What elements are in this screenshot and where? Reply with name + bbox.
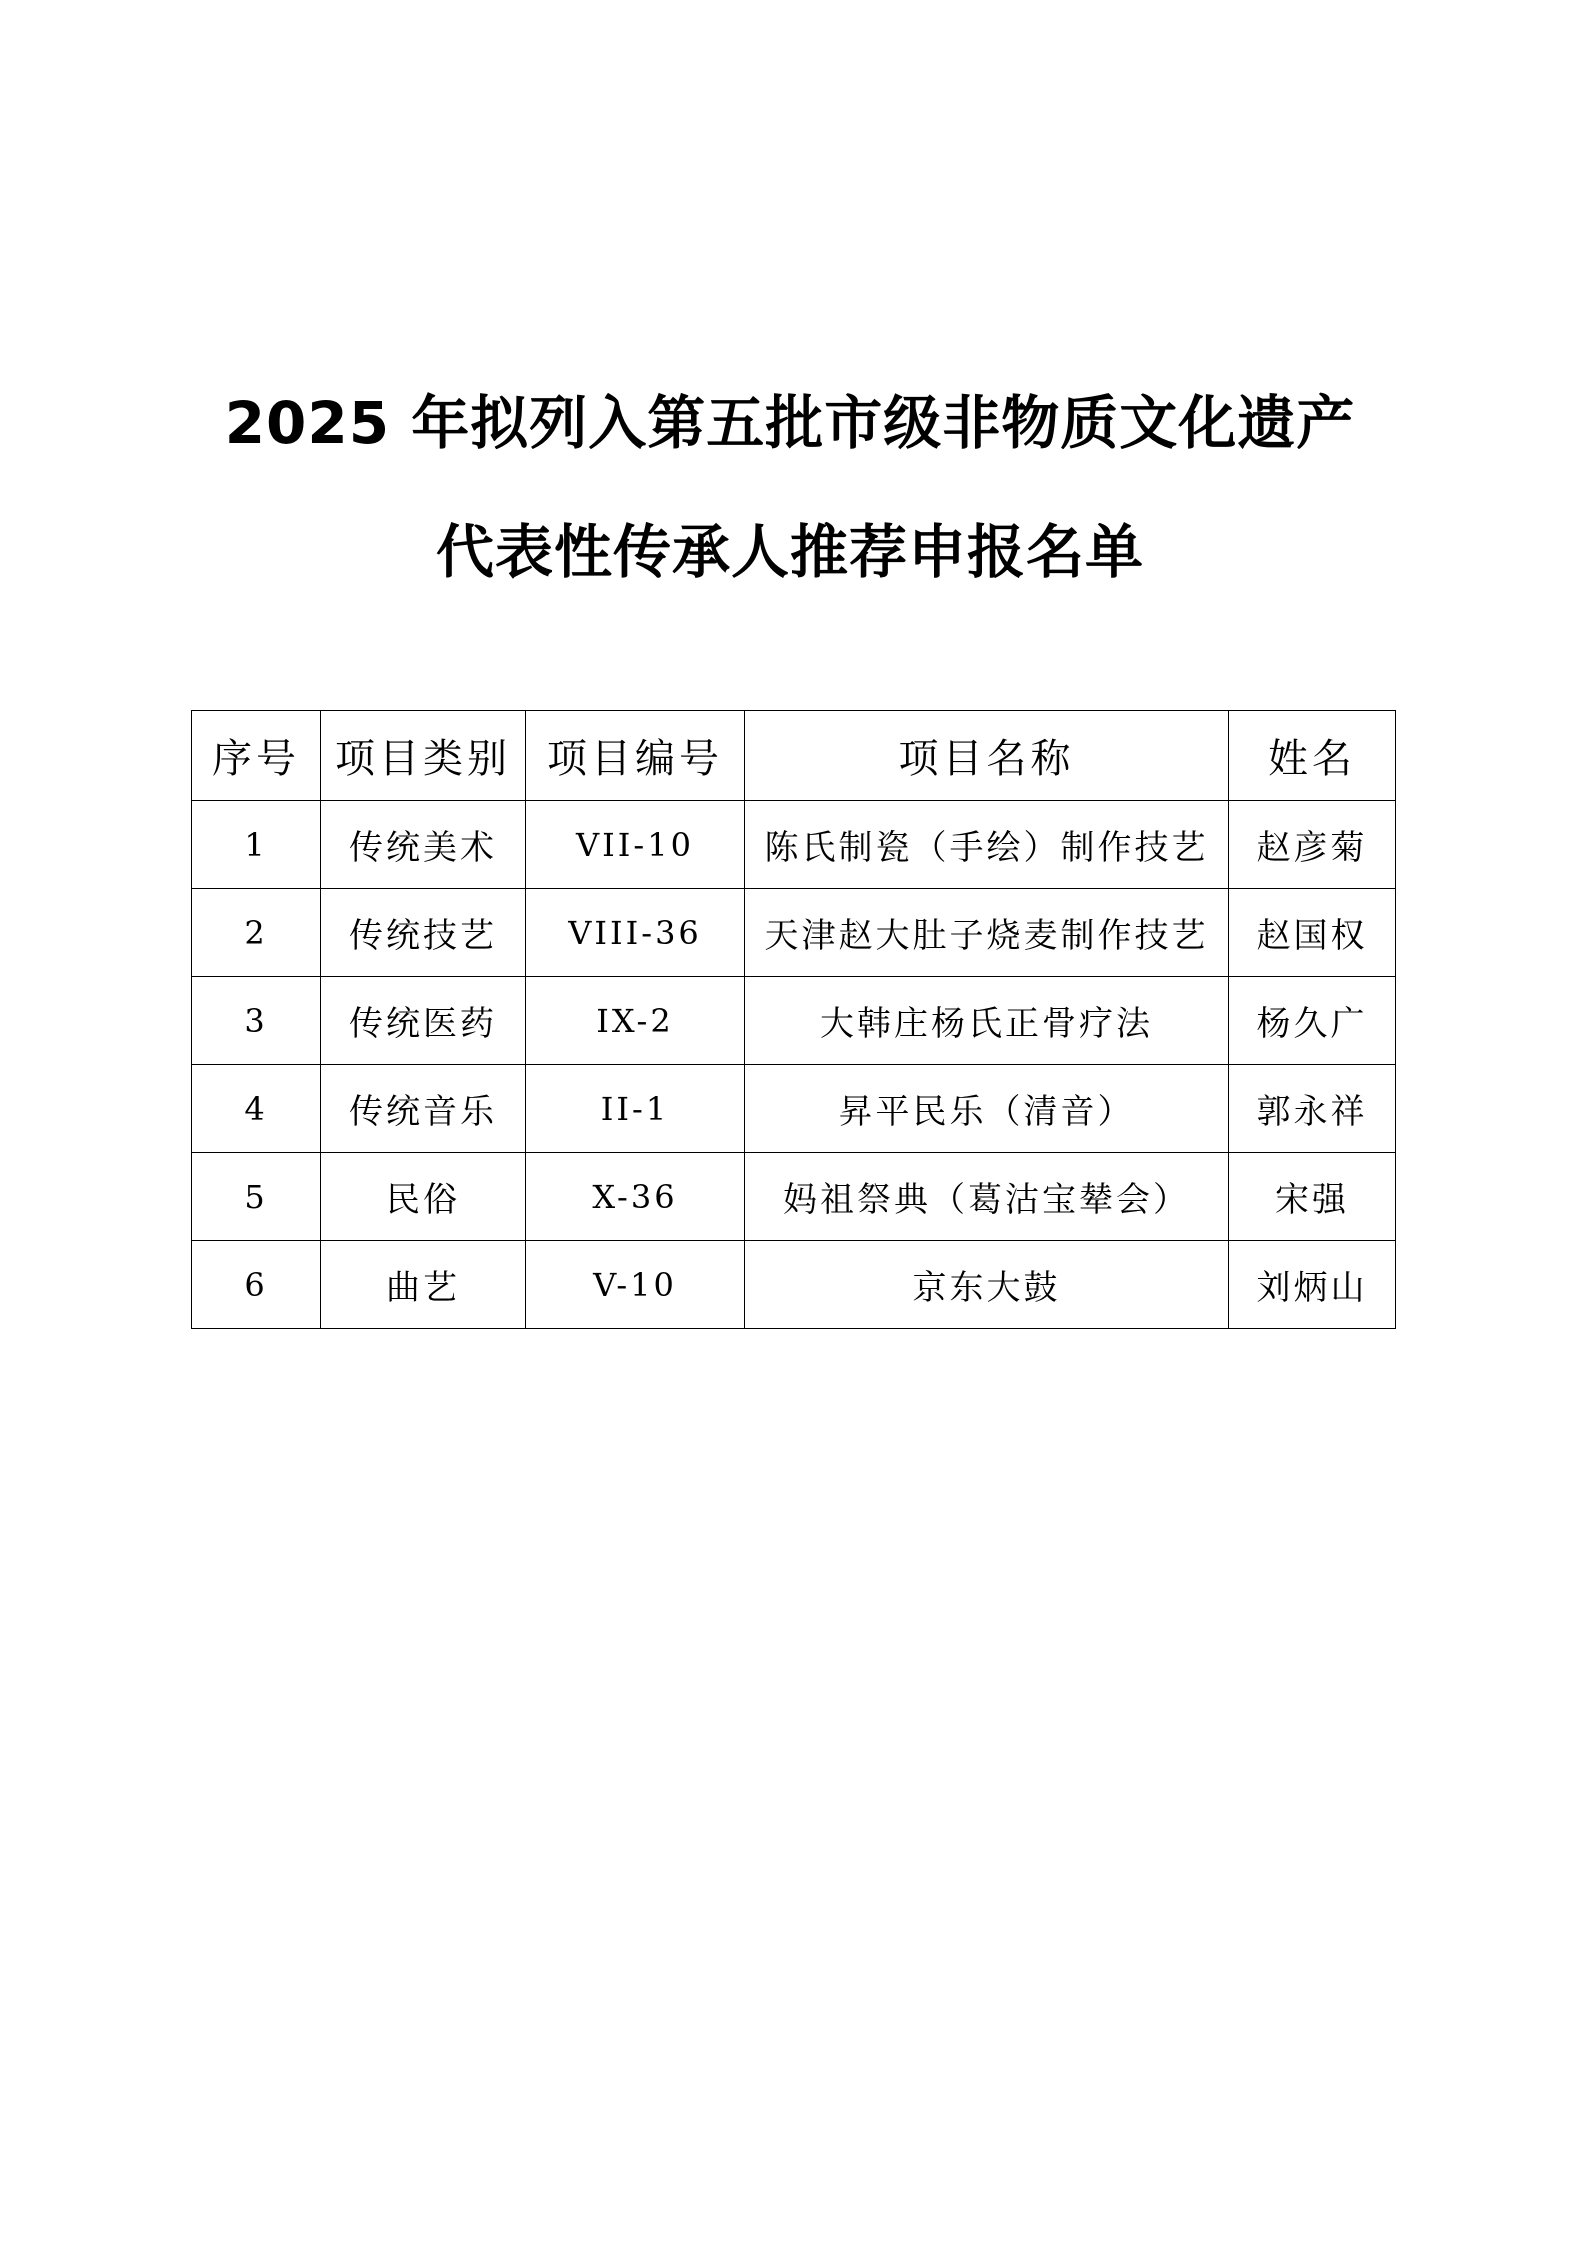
table-row — [192, 977, 1396, 1065]
header-index: 序号 — [192, 711, 321, 801]
header-name: 姓名 — [1229, 711, 1396, 801]
cell-name: 郭永祥 — [1229, 1065, 1396, 1153]
cell-code: VIII-36 — [526, 889, 745, 977]
cell-name: 赵国权 — [1229, 889, 1396, 977]
cell-name: 杨久广 — [1229, 977, 1396, 1065]
cell-index: 2 — [192, 889, 321, 977]
cell-code: II-1 — [526, 1065, 745, 1153]
cell-index: 5 — [192, 1153, 321, 1241]
table-row — [192, 889, 1396, 977]
cell-project: 妈祖祭典（葛沽宝辇会） — [745, 1153, 1229, 1241]
cell-project: 京东大鼓 — [745, 1241, 1229, 1329]
cell-category: 民俗 — [321, 1153, 526, 1241]
cell-category: 曲艺 — [321, 1241, 526, 1329]
header-category: 项目类别 — [321, 711, 526, 801]
cell-code: VII-10 — [526, 801, 745, 889]
table-row — [192, 801, 1396, 889]
cell-name: 宋强 — [1229, 1153, 1396, 1241]
header-code: 项目编号 — [526, 711, 745, 801]
header-project: 项目名称 — [745, 711, 1229, 801]
cell-category: 传统音乐 — [321, 1065, 526, 1153]
cell-project: 天津赵大肚子烧麦制作技艺 — [745, 889, 1229, 977]
cell-category: 传统医药 — [321, 977, 526, 1065]
cell-project: 大韩庄杨氏正骨疗法 — [745, 977, 1229, 1065]
table-header-row — [192, 711, 1396, 801]
cell-category: 传统技艺 — [321, 889, 526, 977]
document-title-line-1: 2025 年拟列入第五批市级非物质文化遗产 — [224, 389, 1356, 457]
table-row — [192, 1065, 1396, 1153]
cell-index: 3 — [192, 977, 321, 1065]
cell-code: X-36 — [526, 1153, 745, 1241]
cell-index: 6 — [192, 1241, 321, 1329]
cell-code: IX-2 — [526, 977, 745, 1065]
cell-category: 传统美术 — [321, 801, 526, 889]
cell-name: 赵彦菊 — [1229, 801, 1396, 889]
table-row — [192, 1241, 1396, 1329]
cell-index: 4 — [192, 1065, 321, 1153]
cell-name: 刘炳山 — [1229, 1241, 1396, 1329]
cell-project: 昇平民乐（清音） — [745, 1065, 1229, 1153]
cell-code: V-10 — [526, 1241, 745, 1329]
table-row — [192, 1153, 1396, 1241]
nominee-table — [191, 710, 1396, 1329]
cell-index: 1 — [192, 801, 321, 889]
cell-project: 陈氏制瓷（手绘）制作技艺 — [745, 801, 1229, 889]
document-title-line-2: 代表性传承人推荐申报名单 — [435, 518, 1144, 586]
